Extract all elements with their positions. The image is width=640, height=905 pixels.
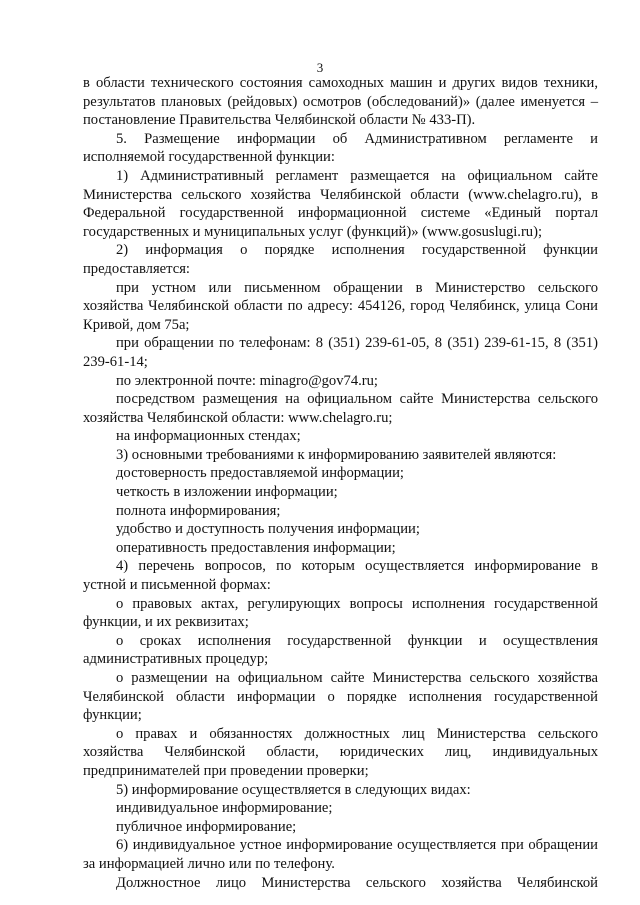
paragraph-requirement: удобство и доступность получения информации;	[116, 521, 420, 538]
paragraph-question: о правовых актах, регулирующих вопросы исполнения государственной функции, и их реквизитах;	[83, 595, 598, 631]
paragraph-form: публичное информирование;	[116, 818, 297, 835]
paragraph-form: индивидуальное информирование;	[116, 800, 333, 817]
paragraph-question: о размещении на официальном сайте Министерства сельского хозяйства Челябинской области информации о порядке исполнения государственной функции;	[83, 670, 598, 724]
paragraph-final: Должностное лицо Министерства сельского хозяйства Челябинской	[116, 874, 598, 891]
paragraph-item-5: 5) информирование осуществляется в следующих видах:	[116, 781, 471, 798]
paragraph-question: о сроках исполнения государственной функции и осуществления административных процедур;	[83, 632, 598, 668]
paragraph-phones: при обращении по телефонам: 8 (351) 239-61-05, 8 (351) 239-61-15, 8 (351) 239-61-14;	[83, 335, 598, 370]
paragraph-item-1: 1) Административный регламент размещается на официальном сайте Министерства сельского хозяйства Челябинской области (www.chelagro.ru), в Федеральной государственной информационной системе «Единый портал государственных и муниципальных услуг (функций)» (www.gosuslugi.ru);	[83, 167, 598, 240]
paragraph-email: по электронной почте: minagro@gov74.ru;	[116, 372, 378, 389]
paragraph-requirement: достоверность предоставляемой информации;	[116, 465, 404, 482]
paragraph-address: при устном или письменном обращении в Министерство сельского хозяйства Челябинской области по адресу: 454126, город Челябинск, улица Сони Кривой, дом 75а;	[83, 279, 598, 333]
paragraph-question: о правах и обязанностях должностных лиц Министерства сельского хозяйства Челябинской области, юридических лиц, индивидуальных предпринимателей при проведении проверки;	[83, 725, 598, 779]
paragraph-continuation: в области технического состояния самоходных машин и других видов техники, результатов плановых (рейдовых) осмотров (обследований)» (далее именуется – постановление Правительства Челябинской области № 433-П).	[83, 75, 598, 129]
paragraph-item-3: 3) основными требованиями к информированию заявителей являются:	[116, 446, 557, 463]
paragraph-requirement: полнота информирования;	[116, 502, 281, 519]
paragraph-requirement: четкость в изложении информации;	[116, 484, 338, 501]
paragraph-section-5: 5. Размещение информации об Административном регламенте и исполняемой государственной функции:	[83, 130, 598, 166]
document-body	[83, 74, 598, 892]
paragraph-item-4: 4) перечень вопросов, по которым осуществляется информирование в устной и письменной формах:	[83, 558, 598, 594]
paragraph-item-2: 2) информация о порядке исполнения государственной функции предоставляется:	[83, 242, 598, 277]
paragraph-item-6: 6) индивидуальное устное информирование осуществляется при обращении за информацией лично или по телефону.	[83, 837, 598, 872]
page-number: 3	[316, 60, 324, 75]
paragraph-website: посредством размещения на официальном сайте Министерства сельского хозяйства Челябинской области: www.chelagro.ru;	[83, 391, 598, 426]
paragraph-stands: на информационных стендах;	[116, 428, 301, 445]
paragraph-requirement: оперативность предоставления информации;	[116, 539, 396, 556]
